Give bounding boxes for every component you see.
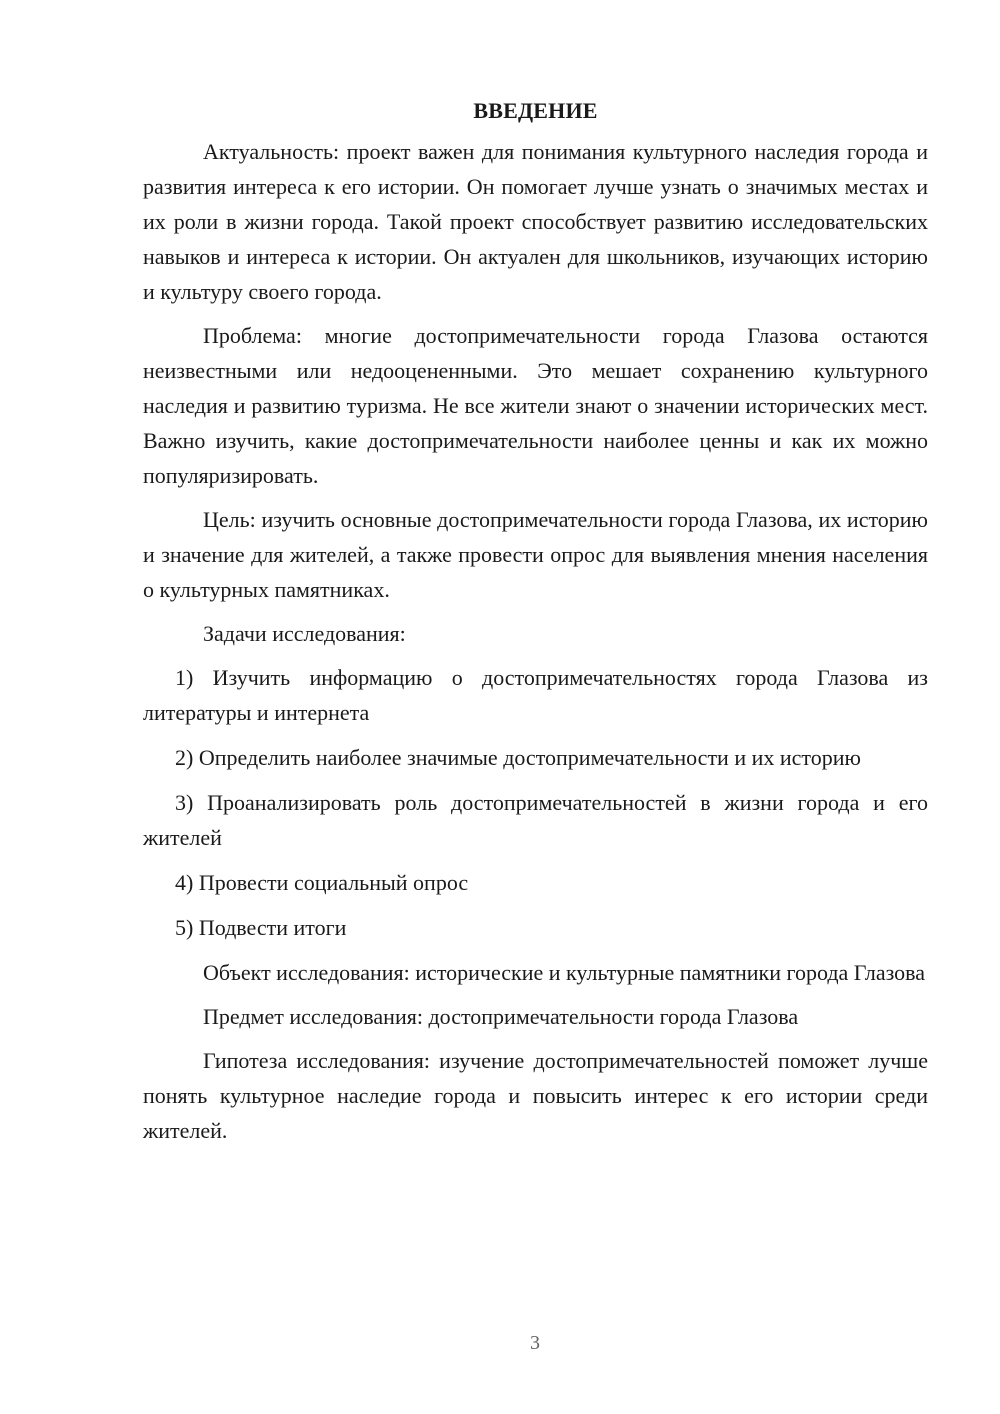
hypothesis-paragraph: Гипотеза исследования: изучение достопримечательностей поможет лучше понять культурное наследие города и повысить интерес к его истории среди жителей. (143, 1048, 928, 1143)
object-paragraph: Объект исследования: исторические и культурные памятники города Глазова (203, 960, 926, 985)
task-item: 1) Изучить информацию о достопримечательностях города Глазова из литературы и интернета (143, 665, 928, 725)
problem-paragraph: Проблема: многие достопримечательности города Глазова остаются неизвестными или недооцененными. Это мешает сохранению культурного наследия и развитию туризма. Не все жители знают о значении исторических мест. Важно изучить, какие достопримечательности наиболее ценны и как их можно популяризировать. (143, 323, 928, 488)
task-item: 5) Подвести итоги (175, 915, 347, 940)
document-page (143, 96, 928, 1157)
goal-paragraph: Цель: изучить основные достопримечательности города Глазова, их историю и значение для жителей, а также провести опрос для выявления мнения населения о культурных памятниках. (143, 507, 928, 602)
task-item: 4) Провести социальный опрос (175, 870, 469, 895)
relevance-paragraph: Актуальность: проект важен для понимания культурного наследия города и развития интереса к его истории. Он помогает лучше узнать о значимых местах и их роли в жизни города. Такой проект способствует развитию исследовательских навыков и интереса к истории. Он актуален для школьников, изучающих историю и культуру своего города. (143, 139, 928, 304)
section-title: ВВЕДЕНИЕ (473, 98, 598, 123)
tasks-heading: Задачи исследования: (203, 621, 406, 646)
task-item: 3) Проанализировать роль достопримечательностей в жизни города и его жителей (143, 790, 928, 850)
task-item: 2) Определить наиболее значимые достопримечательности и их историю (175, 745, 861, 770)
subject-paragraph: Предмет исследования: достопримечательности города Глазова (203, 1004, 799, 1029)
page-number: 3 (530, 1332, 540, 1354)
